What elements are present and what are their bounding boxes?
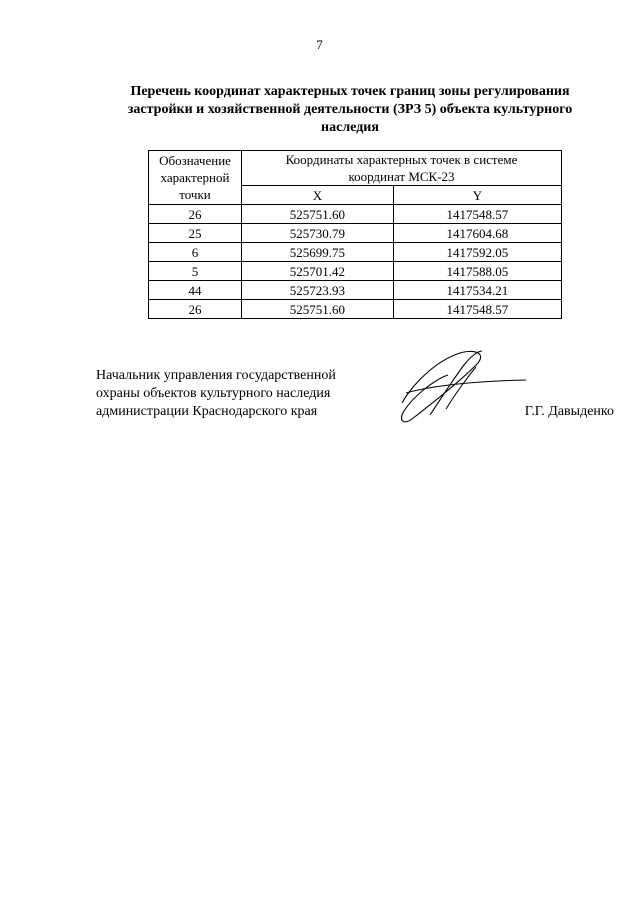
header-point-line: точки <box>179 187 211 202</box>
cell-point: 6 <box>149 243 242 262</box>
header-coords-line: Координаты характерных точек в системе <box>285 152 518 167</box>
cell-y: 1417548.57 <box>393 205 561 224</box>
cell-x: 525751.60 <box>242 205 394 224</box>
cell-x: 525701.42 <box>242 262 394 281</box>
header-point-line: характерной <box>160 170 230 185</box>
cell-y: 1417592.05 <box>393 243 561 262</box>
cell-point: 26 <box>149 205 242 224</box>
cell-x: 525699.75 <box>242 243 394 262</box>
header-x: X <box>242 186 394 205</box>
title-line: Перечень координат характерных точек границ зоны регулирования <box>130 84 570 99</box>
coordinates-table <box>148 150 562 319</box>
table-row <box>149 300 562 319</box>
cell-y: 1417588.05 <box>393 262 561 281</box>
table-header-row <box>149 151 562 186</box>
cell-point: 25 <box>149 224 242 243</box>
signatory-position-line: охраны объектов культурного наследия <box>96 386 331 401</box>
header-point-line: Обозначение <box>159 153 231 168</box>
cell-x: 525723.93 <box>242 281 394 300</box>
header-point-designation <box>149 151 242 205</box>
cell-point: 44 <box>149 281 242 300</box>
signatory-position-line: Начальник управления государственной <box>96 368 336 383</box>
table-row <box>149 205 562 224</box>
table-row <box>149 243 562 262</box>
header-coords-line: координат МСК-23 <box>348 169 455 184</box>
cell-y: 1417534.21 <box>393 281 561 300</box>
cell-x: 525730.79 <box>242 224 394 243</box>
cell-y: 1417604.68 <box>393 224 561 243</box>
cell-y: 1417548.57 <box>393 300 561 319</box>
cell-x: 525751.60 <box>242 300 394 319</box>
cell-point: 5 <box>149 262 242 281</box>
title-line: застройки и хозяйственной деятельности (ЗРЗ 5) объекта культурного <box>127 102 573 117</box>
header-y: Y <box>393 186 561 205</box>
header-coordinates <box>242 151 562 186</box>
signatory-position-line: администрации Краснодарского края <box>96 404 318 419</box>
page-number: 7 <box>316 37 323 52</box>
document-title <box>100 83 600 137</box>
table-row <box>149 281 562 300</box>
title-line: наследия <box>321 120 379 135</box>
signatory-position <box>96 367 396 421</box>
table-row <box>149 262 562 281</box>
table-row <box>149 224 562 243</box>
cell-point: 26 <box>149 300 242 319</box>
signatory-name: Г.Г. Давыденко <box>524 404 614 419</box>
